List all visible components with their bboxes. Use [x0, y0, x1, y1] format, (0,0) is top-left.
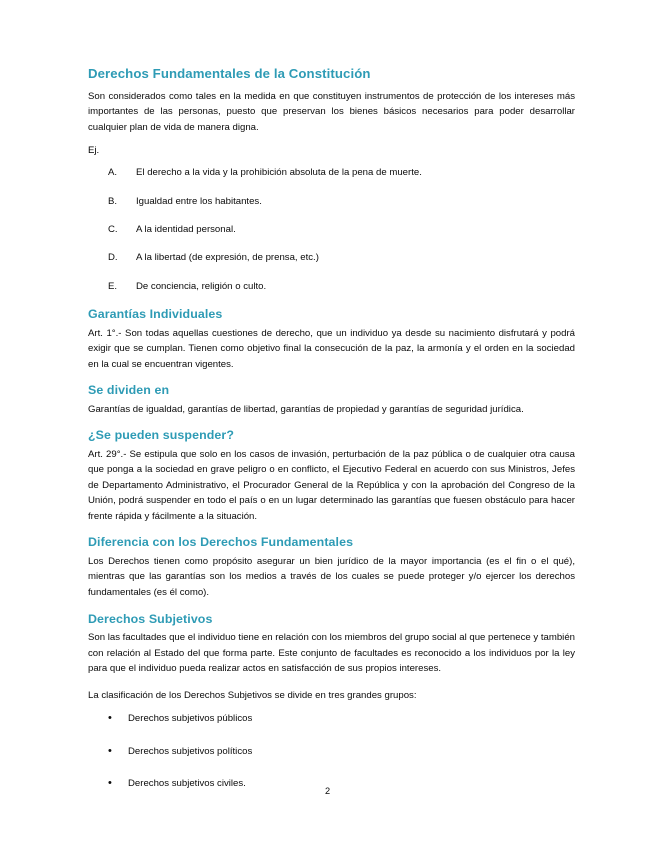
section-paragraph: Art. 29°.- Se estipula que solo en los casos de invasión, perturbación de la paz pública o de cualquier otra causa que ponga a la sociedad en grave peligro o en conflicto, el Ejecutivo Federal en acuerdo con sus Ministros, Jefes de Departamento Administrativo, el Procurador General de la República y con la aprobación del Congreso de la Unión, podrá suspender en todo el país o en un lugar determinado las garantías que fuesen obstáculo para hacer frente rápida y fácilmente a la situación.: [88, 448, 575, 522]
list-item: [88, 165, 575, 180]
section-diferencia-derechos-fundamentales: [88, 535, 575, 600]
section-heading: ¿Se pueden suspender?: [88, 428, 234, 443]
section-garantias-individuales: [88, 307, 575, 372]
list-item-label: De conciencia, religión o culto.: [136, 280, 267, 292]
lettered-list: [88, 165, 575, 294]
list-item-marker: C.: [108, 224, 118, 236]
section-heading: Diferencia con los Derechos Fundamentales: [88, 535, 354, 550]
list-item: [88, 279, 575, 294]
list-item: [88, 250, 575, 265]
list-item-label: Igualdad entre los habitantes.: [136, 195, 262, 207]
list-item: [88, 711, 575, 726]
list-item-label: Derechos subjetivos públicos: [128, 713, 253, 725]
section-heading: Garantías Individuales: [88, 307, 223, 322]
bullet-list: [88, 711, 575, 791]
section-derechos-subjetivos: [88, 612, 575, 792]
list-item-label: Derechos subjetivos políticos: [128, 745, 253, 757]
bullet-icon: •: [108, 712, 112, 725]
section-paragraph: Garantías de igualdad, garantías de libertad, garantías de propiedad y garantías de seguridad jurídica.: [88, 403, 524, 415]
list-item-label: A la identidad personal.: [136, 224, 236, 236]
page-number: 2: [324, 786, 331, 796]
list-item: [88, 744, 575, 759]
section-heading: Derechos Fundamentales de la Constitución: [88, 66, 371, 81]
list-item-marker: E.: [108, 280, 118, 292]
bullet-icon: •: [108, 744, 112, 757]
list-item: [88, 222, 575, 237]
list-item-marker: A.: [108, 167, 118, 179]
section-heading: Derechos Subjetivos: [88, 611, 213, 626]
list-item-marker: B.: [108, 195, 118, 207]
section-se-dividen-en: [88, 383, 575, 417]
example-label: Ej.: [88, 145, 100, 157]
section-paragraph: Son las facultades que el individuo tiene en relación con los miembros del grupo social al que pertenece y también con relación al Estado del que forma parte. Este conjunto de facultades es reconocido a los individuos por la ley para que el individuo pueda realizar actos en satisfacción de sus propios intereses.: [88, 632, 575, 675]
list-item-label: El derecho a la vida y la prohibición absoluta de la pena de muerte.: [136, 167, 422, 179]
list-item-label: A la libertad (de expresión, de prensa, etc.): [136, 252, 319, 264]
list-item-label: Derechos subjetivos civiles.: [128, 777, 246, 789]
section-heading: Se dividen en: [88, 383, 170, 398]
list-item-marker: D.: [108, 252, 118, 264]
section-se-pueden-suspender: [88, 428, 575, 524]
section-paragraph: Los Derechos tienen como propósito asegurar un bien jurídico de la mayor importancia (es el fin o el qué), mientras que las garantías son los medios a través de los cuales se puede proteger y/o ejercer los derechos fundamentales (es él como).: [88, 555, 575, 598]
section-paragraph: Art. 1°.- Son todas aquellas cuestiones de derecho, que un individuo ya desde su nacimiento disfrutará y podrá exigir que se cumplan. Tienen como objetivo final la consecución de la paz, la armonía y el orden en la sociedad en la cual se encuentran vigentes.: [88, 327, 575, 370]
section-derechos-fundamentales: [88, 66, 575, 294]
section-paragraph: Son considerados como tales en la medida en que constituyen instrumentos de protección de los intereses más importantes de las personas, puesto que preservan los bienes básicos necesarios para poder desarrollar cualquier plan de vida de manera digna.: [88, 90, 575, 133]
list-item: [88, 194, 575, 209]
bullet-icon: •: [108, 776, 112, 789]
section-paragraph-secondary: La clasificación de los Derechos Subjetivos se divide en tres grandes grupos:: [88, 689, 417, 701]
